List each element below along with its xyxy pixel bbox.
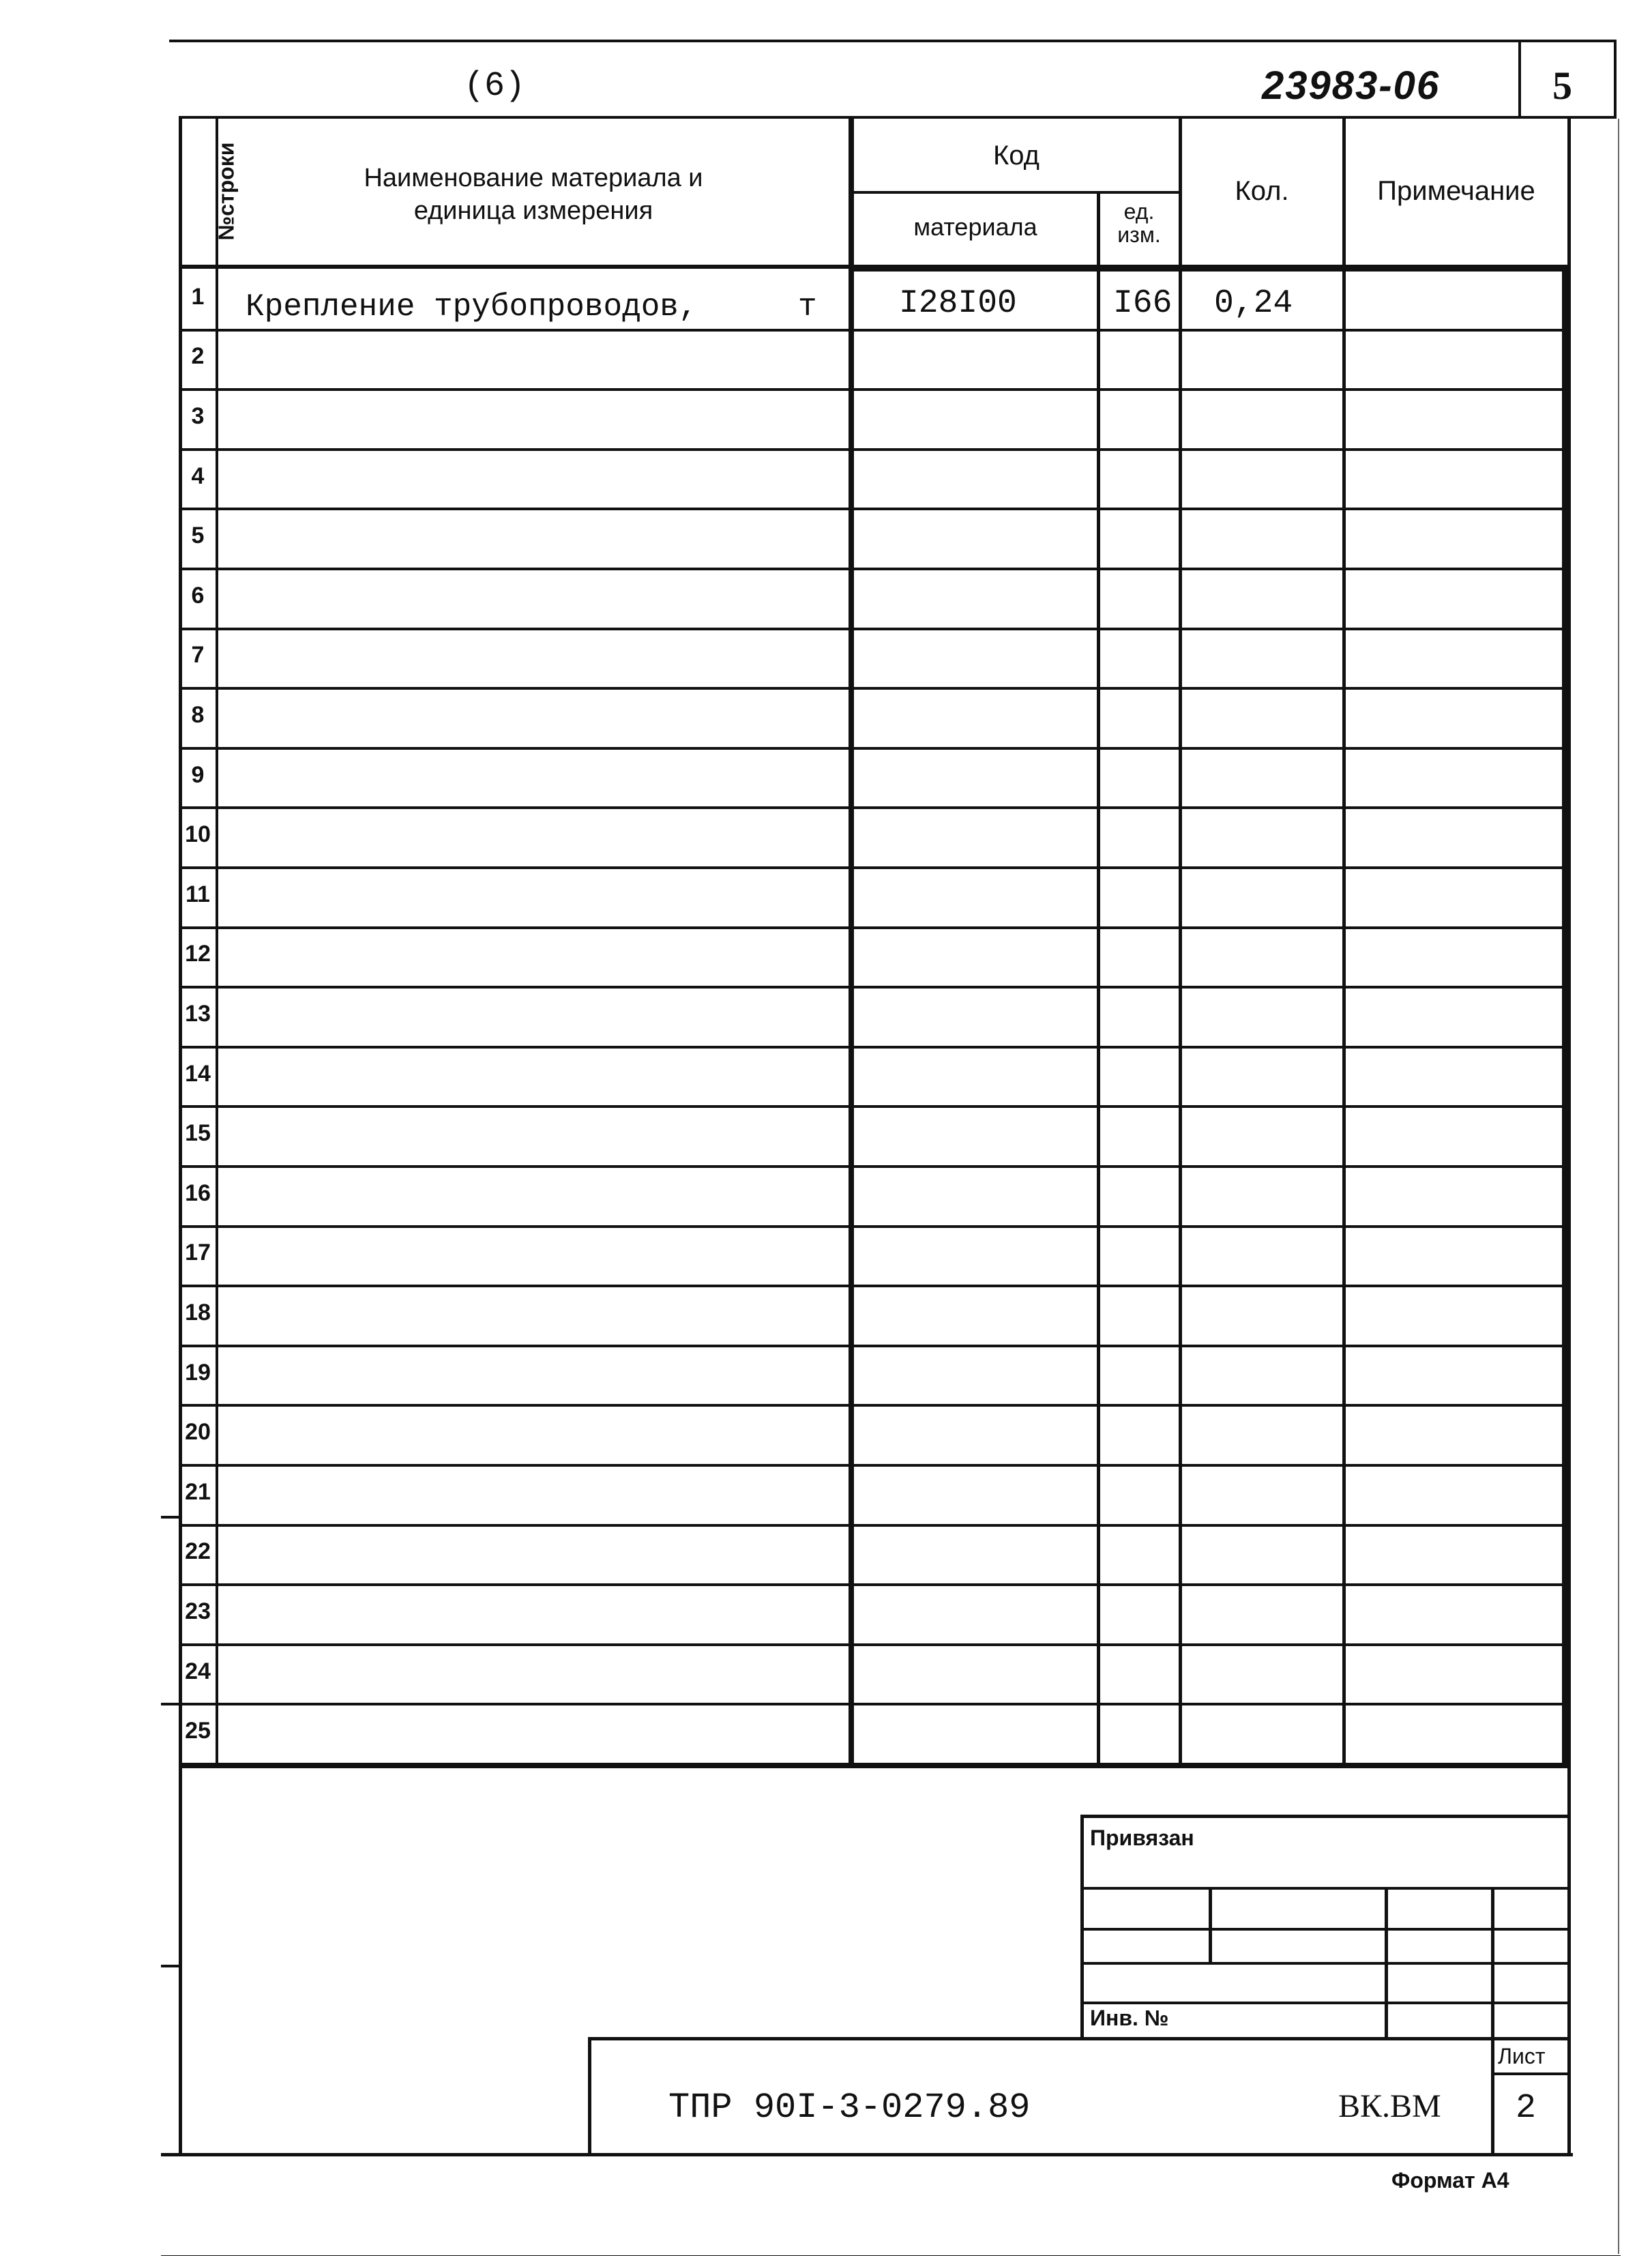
row1-name: Крепление трубопроводов, [246, 289, 698, 325]
header-note: Примечание [1377, 176, 1535, 206]
sheet-label-line [1491, 2072, 1570, 2075]
row-number: 10 [185, 821, 211, 847]
row-number: 23 [185, 1598, 211, 1624]
row-divider [179, 806, 1567, 809]
header-code: Код [992, 141, 1039, 171]
margin-tick-2 [161, 1703, 181, 1705]
row-divider [179, 1583, 1567, 1586]
stamp-line-2 [1080, 1928, 1570, 1931]
row-number: 19 [185, 1360, 211, 1386]
margin-tick-1 [161, 1516, 181, 1519]
row-divider [179, 448, 1567, 451]
row-divider [179, 329, 1567, 332]
row-divider [179, 568, 1567, 570]
row-number: 5 [191, 523, 205, 548]
name-col-border [849, 116, 854, 1767]
row-number: 4 [191, 463, 205, 489]
header-material: материала [913, 213, 1037, 241]
row-number: 14 [185, 1061, 211, 1087]
row-number: 3 [191, 403, 205, 429]
row-number: 13 [185, 1001, 211, 1027]
row1-qty: 0,24 [1214, 285, 1293, 322]
stamp-vline-3 [1491, 1887, 1494, 2156]
stamp-top [1080, 1815, 1570, 1818]
stamp-doc-code: ТПР 90I-3-0279.89 [668, 2087, 1031, 2128]
row-number: 17 [185, 1240, 211, 1265]
row-divider [179, 1225, 1567, 1228]
row-number: 21 [185, 1479, 211, 1505]
row-number: 15 [185, 1120, 211, 1146]
row-number: 16 [185, 1180, 211, 1206]
margin-tick-3 [161, 1965, 181, 1967]
row-divider [179, 687, 1567, 690]
row-divider [179, 1345, 1567, 1347]
header-name-line1: Наименование материала и [364, 164, 703, 192]
stamp-line-4 [1080, 2002, 1570, 2004]
row-number: 9 [191, 762, 205, 788]
top-border [169, 40, 1615, 42]
stamp-sheet-value: 2 [1516, 2089, 1537, 2128]
page-right-edge [1618, 119, 1619, 2254]
row-divider [179, 866, 1567, 869]
row-number: 7 [191, 642, 205, 668]
row-number: 8 [191, 702, 205, 728]
data-thick-top [849, 265, 1570, 272]
material-col-border [1097, 191, 1100, 1767]
stamp-vline-1 [1209, 1887, 1212, 1965]
row-divider [179, 1285, 1567, 1287]
header-unit-line1: ед. [1123, 199, 1155, 224]
row-number: 18 [185, 1300, 211, 1325]
row-number: 11 [186, 881, 210, 907]
row-divider [179, 926, 1567, 929]
doc-number: 23983-06 [1262, 63, 1441, 108]
stamp-sheet-label: Лист [1498, 2044, 1546, 2068]
row1-unit-name: т [798, 289, 817, 325]
stamp-line-1 [1080, 1887, 1570, 1890]
row-divider [179, 1643, 1567, 1646]
row-divider [179, 1046, 1567, 1049]
row-divider [179, 1703, 1567, 1705]
table-bottom [179, 1763, 1570, 1768]
title-top [588, 2037, 1570, 2040]
stamp-attached: Привязан [1090, 1826, 1194, 1850]
row-divider [179, 628, 1567, 630]
row-divider [179, 1404, 1567, 1407]
page-box-right [1614, 40, 1617, 119]
header-bottom-border [179, 116, 1615, 119]
header-unit-line2: изм. [1117, 222, 1161, 247]
row-number: 12 [185, 941, 211, 967]
qty-col-border [1342, 116, 1346, 1767]
frame-bottom [161, 2153, 1573, 2156]
stamp-vline-2 [1385, 1887, 1388, 2040]
row-divider [179, 1105, 1567, 1108]
row-number: 20 [185, 1419, 211, 1445]
row-number: 2 [191, 343, 205, 369]
row-divider [179, 1165, 1567, 1168]
row-divider [179, 747, 1567, 750]
stamp-left [1080, 1815, 1084, 2040]
data-right-thick [1562, 266, 1569, 1767]
row-number: 25 [185, 1718, 211, 1744]
stamp-line-3 [1080, 1962, 1570, 1965]
code-split-line [851, 191, 1181, 194]
page-mark: 5 [1552, 63, 1572, 108]
row-number: 6 [191, 583, 205, 609]
stamp-inv-no: Инв. № [1090, 2006, 1169, 2030]
row-number: 1 [191, 284, 205, 310]
stamp-section: ВК.ВМ [1338, 2088, 1441, 2124]
row-divider [179, 986, 1567, 988]
header-name-line2: единица измерения [413, 196, 653, 225]
header-row-no: №строки [213, 142, 239, 241]
row1-material: I28I00 [899, 285, 1017, 322]
unit-col-border [1179, 116, 1182, 1767]
row-number: 22 [185, 1538, 211, 1564]
page-box-left [1518, 40, 1521, 119]
title-left [588, 2037, 591, 2156]
row-divider [179, 388, 1567, 391]
row-divider [179, 508, 1567, 510]
row-divider [179, 1464, 1567, 1467]
row-divider [179, 1524, 1567, 1527]
row1-unit: I66 [1113, 285, 1172, 322]
sheet-ref: (6) [464, 67, 526, 106]
header-qty: Кол. [1235, 176, 1289, 206]
row-number: 24 [185, 1658, 211, 1684]
footer-format: Формат А4 [1391, 2168, 1509, 2193]
